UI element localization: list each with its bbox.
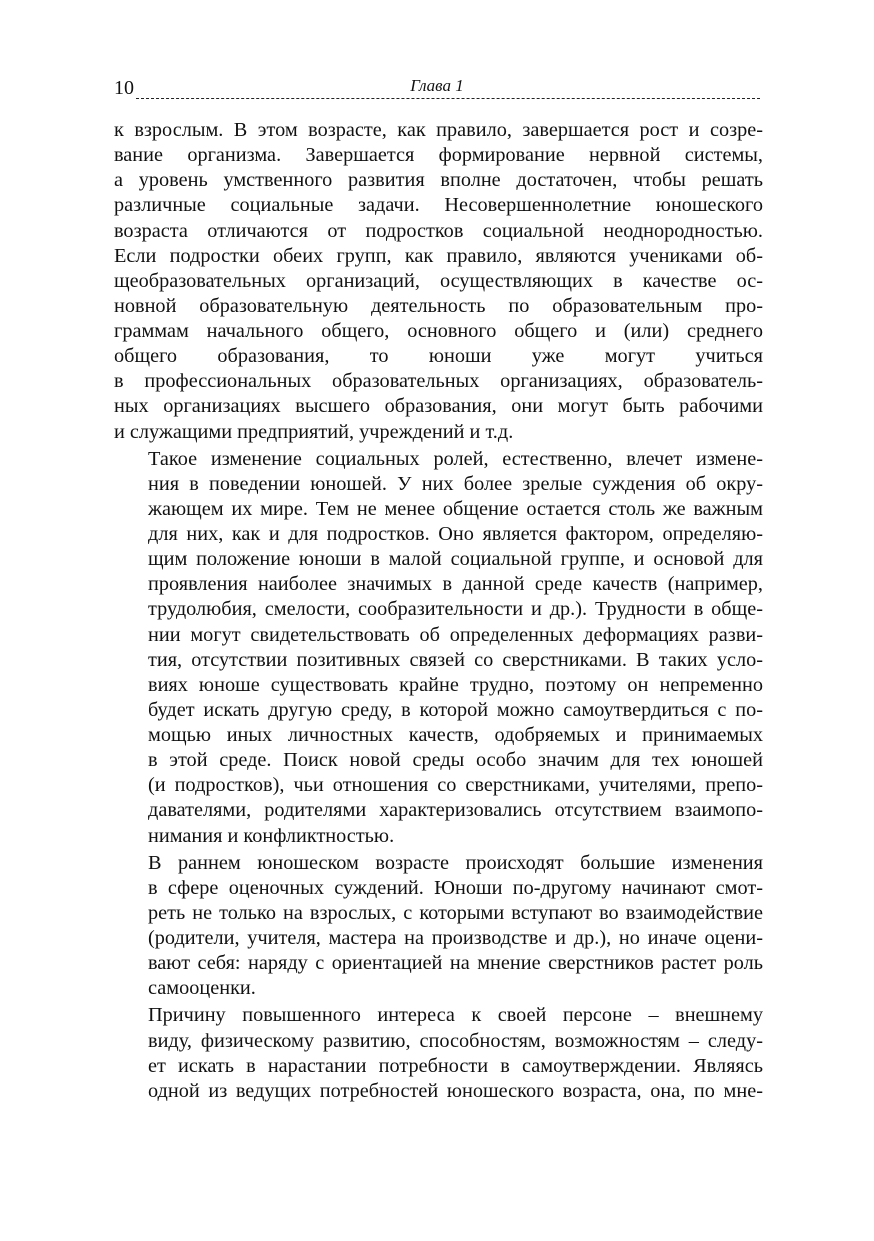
text-line: мощью иных личностных качеств, одобряемых и принимаемых bbox=[148, 724, 763, 746]
text-line: и служащими предприятий, учреждений и т.д. bbox=[114, 420, 514, 443]
text-line: Такое изменение социальных ролей, естественно, влечет измене- bbox=[148, 447, 763, 470]
text-line: В раннем юношеском возрасте происходят большие изменения bbox=[148, 851, 763, 874]
text-line: тия, отсутствии позитивных связей со сверстниками. В таких усло- bbox=[148, 648, 763, 671]
text-line: для них, как и для подростков. Оно является фактором, определяю- bbox=[148, 523, 763, 545]
paragraph bbox=[114, 118, 763, 445]
text-line: трудолюбия, смелости, сообразительности и др.). Трудности в обще- bbox=[148, 598, 763, 621]
text-line: ния в поведении юношей. У них более зрелые суждения об окру- bbox=[148, 472, 763, 495]
paragraph bbox=[114, 447, 763, 849]
text-line: виях юноше существовать крайне трудно, поэтому он непременно bbox=[148, 673, 763, 696]
page-number: 10 bbox=[114, 77, 134, 99]
text-line: новной образовательную деятельность по образовательным про- bbox=[114, 294, 763, 317]
chapter-title: Глава 1 bbox=[410, 76, 464, 95]
text-line: к взрослым. В этом возрасте, как правило, завершается рост и созре- bbox=[114, 119, 763, 141]
text-line: в профессиональных образовательных организациях, образователь- bbox=[114, 370, 763, 393]
text-line: проявления наиболее значимых в данной среде качеств (например, bbox=[148, 573, 763, 596]
text-line: виду, физическому развитию, способностям, возможностям – следу- bbox=[148, 1029, 763, 1052]
text-line: ных организациях высшего образования, они могут быть рабочими bbox=[114, 395, 763, 418]
text-line: будет искать другую среду, в которой можно самоутвердиться с по- bbox=[148, 698, 763, 721]
text-line: в этой среде. Поиск новой среды особо значим для тех юношей bbox=[148, 749, 763, 772]
header-divider bbox=[136, 98, 760, 99]
paragraph bbox=[114, 1003, 763, 1104]
text-line: общего образования, то юноши уже могут учиться bbox=[114, 345, 763, 368]
text-line: одной из ведущих потребностей юношеского возраста, она, по мне- bbox=[148, 1079, 763, 1102]
text-line: щеобразовательных организаций, осуществляющих в качестве ос- bbox=[114, 269, 763, 292]
text-line: Если подростки обеих групп, как правило, являются учениками об- bbox=[114, 244, 763, 267]
page-header bbox=[114, 74, 760, 104]
text-line: а уровень умственного развития вполне достаточен, чтобы решать bbox=[114, 169, 763, 192]
text-line: реть не только на взрослых, с которыми вступают во взаимодействие bbox=[148, 901, 763, 924]
text-line: нимания и конфликтностью. bbox=[148, 824, 395, 847]
paragraph bbox=[114, 851, 763, 1002]
text-line: различные социальные задачи. Несовершеннолетние юношеского bbox=[114, 194, 763, 217]
text-line: ет искать в нарастании потребности в самоутверждении. Являясь bbox=[148, 1054, 763, 1077]
text-line: самооценки. bbox=[148, 977, 256, 1000]
text-line: вают себя: наряду с ориентацией на мнение сверстников растет роль bbox=[148, 952, 763, 975]
text-line: (родители, учителя, мастера на производстве и др.), но иначе оцени- bbox=[148, 927, 763, 949]
text-line: (и подростков), чьи отношения со сверстниками, учителями, препо- bbox=[148, 774, 763, 797]
text-line: жающем их мире. Тем не менее общение остается столь же важным bbox=[148, 497, 763, 520]
text-line: вание организма. Завершается формирование нервной системы, bbox=[114, 144, 763, 167]
text-line: в сфере оценочных суждений. Юноши по-другому начинают смот- bbox=[148, 876, 763, 899]
body-text bbox=[114, 118, 763, 1104]
text-line: давателями, родителями характеризовались отсутствием взаимопо- bbox=[148, 799, 763, 822]
text-line: нии могут свидетельствовать об определенных деформациях разви- bbox=[148, 623, 763, 646]
text-line: возраста отличаются от подростков социальной неоднородностью. bbox=[114, 219, 763, 242]
text-line: граммам начального общего, основного общего и (или) среднего bbox=[114, 320, 763, 342]
text-line: Причину повышенного интереса к своей персоне – внешнему bbox=[148, 1004, 763, 1027]
text-line: щим положение юноши в малой социальной группе, и основой для bbox=[148, 548, 763, 571]
